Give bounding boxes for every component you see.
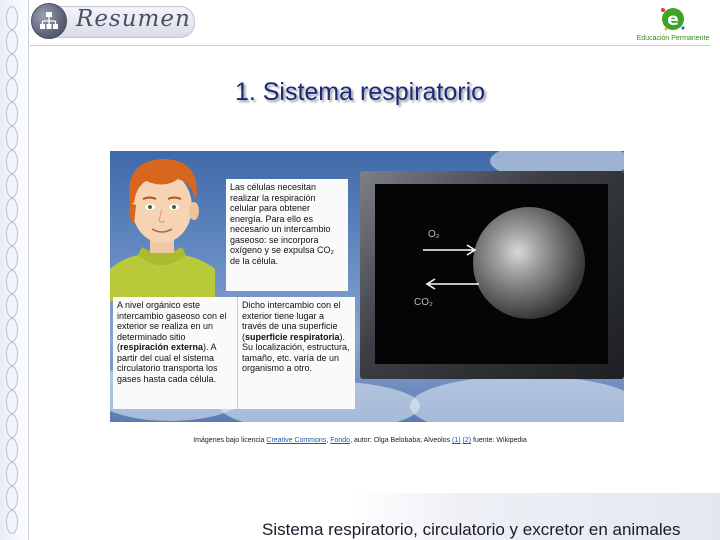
binder-ring xyxy=(6,414,18,438)
bubble-2-bold: respiración externa xyxy=(120,342,204,352)
bubble-3-text: Dicho intercambio con el exterior tiene lugar a través de una superficie ( xyxy=(242,300,341,342)
brand-text: Educación Permanente xyxy=(636,35,710,42)
arrow-in-icon xyxy=(421,242,481,258)
bubble-2-text-end: ). A partir del cual el sistema circulatorio transporta los gases hasta cada célula. xyxy=(117,342,218,384)
page-title: 1. Sistema respiratorio xyxy=(234,78,486,106)
binder-ring xyxy=(6,510,18,534)
credit-separator: , xyxy=(326,437,331,444)
binder-ring xyxy=(6,390,18,414)
credit-prefix: Imágenes bajo licencia xyxy=(193,437,267,444)
binder-ring xyxy=(6,126,18,150)
tv-screen-frame xyxy=(360,171,624,379)
cell-image xyxy=(473,207,585,319)
binder-ring xyxy=(6,150,18,174)
binder-ring xyxy=(6,318,18,342)
footer-course-title: Sistema respiratorio, circulatorio y excretor en animales xyxy=(262,520,681,539)
co2-label: CO₂ xyxy=(414,297,433,308)
info-bubble-surface xyxy=(237,297,355,409)
credit-middle: , autor: Olga Belobaba; Alveolos xyxy=(350,437,453,444)
binder-ring xyxy=(6,54,18,78)
fondo-link[interactable]: Fondo xyxy=(330,437,351,444)
bubble-2-text: A nivel orgánico este intercambio gaseoso con el exterior se realiza en un determinado sitio ( xyxy=(117,300,227,352)
binder-ring xyxy=(6,6,18,30)
binder-ring xyxy=(6,486,18,510)
binder-ring xyxy=(6,174,18,198)
binder-ring xyxy=(6,294,18,318)
boy-character xyxy=(110,151,230,301)
arrow-out-icon xyxy=(421,276,481,292)
bubble-3-text-end: ). Su localización, estructura, tamaño, etc. varía de un organismo a otro. xyxy=(242,331,350,373)
bubble-3-bold: superficie respiratoria xyxy=(245,331,340,342)
binder-ring xyxy=(6,222,18,246)
binder-ring xyxy=(6,30,18,54)
creative-commons-link[interactable]: Creative Commons xyxy=(266,437,327,444)
tv-screen xyxy=(375,184,608,364)
section-label: Resumen xyxy=(76,6,191,32)
respiration-illustration xyxy=(110,151,624,422)
brand-e-icon xyxy=(633,4,713,36)
credit-suffix: fuente: Wikipedia xyxy=(471,437,527,444)
sitemap-icon xyxy=(31,3,67,39)
svg-text:e: e xyxy=(667,10,679,30)
binder-ring xyxy=(6,198,18,222)
image-credits xyxy=(0,437,720,444)
info-bubble-organic-level xyxy=(113,297,237,409)
binder-ring xyxy=(6,270,18,294)
binder-ring xyxy=(6,246,18,270)
brand-logo xyxy=(633,4,713,44)
binder-ring xyxy=(6,342,18,366)
alveolos-link-2[interactable]: (2) xyxy=(462,437,472,444)
o2-label: O₂ xyxy=(428,229,440,240)
alveolos-link-1[interactable]: (1) xyxy=(452,437,461,444)
binder-ring xyxy=(6,462,18,486)
binder-ring xyxy=(6,366,18,390)
header-divider xyxy=(30,45,710,46)
info-bubble-cells: Las células necesitan realizar la respiración celular para obtener energía. Para ello es necesario un intercambio gaseoso: se incorpora oxígeno y se expulsa CO₂ de la célula. xyxy=(226,179,348,291)
